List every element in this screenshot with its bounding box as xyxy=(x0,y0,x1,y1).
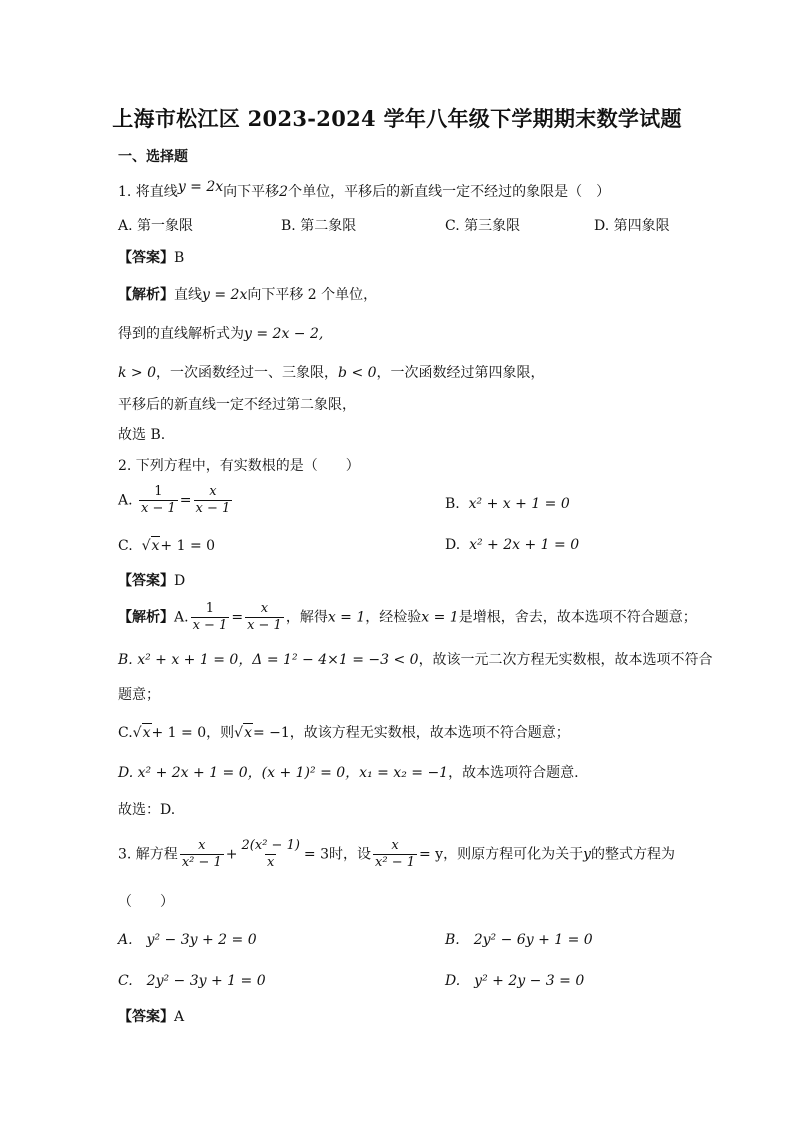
analysis-equation: x = 1 xyxy=(327,609,366,626)
answer-tag: 【答案】 xyxy=(118,573,174,589)
q1-analysis-text: 直线 xyxy=(174,287,202,303)
q2-analysis-line-b-cont: 题意； xyxy=(118,687,160,703)
question-3-stem xyxy=(118,838,675,871)
q1-analysis-text: 得到的直线解析式为 xyxy=(118,326,244,342)
denominator: x − 1 xyxy=(195,501,231,516)
radicand: x xyxy=(244,725,252,741)
page-title: 上海市松江区 2023-2024 学年八年级下学期期末数学试题 xyxy=(112,106,682,131)
denominator: x xyxy=(267,855,275,870)
answer-tag: 【答案】 xyxy=(118,1009,174,1025)
denominator: x − 1 xyxy=(192,618,228,633)
analysis-tag: 【解析】 xyxy=(118,609,174,626)
q1-analysis-line-1 xyxy=(118,286,377,304)
q1-option-c: C. 第三象限 xyxy=(445,218,521,234)
radicand: x xyxy=(142,725,151,741)
q1-stem-equation: y = 2x xyxy=(177,179,224,195)
q1-analysis-line-3 xyxy=(118,364,545,382)
equals-sign: = xyxy=(231,609,244,626)
denominator: x² − 1 xyxy=(375,855,415,870)
q3-stem-text: = y，则原方程可化为关于 xyxy=(419,846,584,863)
denominator: x − 1 xyxy=(141,501,176,516)
q3-paren: （ ） xyxy=(118,894,174,910)
analysis-text: ，经检验 xyxy=(365,609,422,626)
q1-option-d: D. 第四象限 xyxy=(594,218,670,234)
q1-analysis-equation: y = 2x xyxy=(202,287,248,303)
sqrt-symbol: √ xyxy=(141,538,151,554)
numerator: x xyxy=(260,601,269,616)
option-expression: x² + x + 1 = 0 xyxy=(468,496,570,512)
q3-stem-text: 3. 解方程 xyxy=(118,846,178,863)
q2-answer xyxy=(118,572,185,590)
q2-conclusion: 故选：D. xyxy=(118,802,176,818)
q2-analysis-line-d xyxy=(118,764,579,782)
option-label: B. xyxy=(445,496,460,512)
q1-analysis-condition: k > 0 xyxy=(118,365,157,381)
answer-value: D xyxy=(174,573,186,589)
q1-stem-part-b: 向下平移 xyxy=(223,184,280,200)
q3-variable: y xyxy=(583,846,592,863)
q2-analysis-line-b xyxy=(118,651,713,669)
analysis-tag: 【解析】 xyxy=(118,287,174,303)
answer-value: B xyxy=(174,250,185,266)
analysis-equation: B. x² + x + 1 = 0 xyxy=(118,652,239,668)
q1-analysis-line-2 xyxy=(118,325,323,343)
q1-analysis-line-4: 平移后的新直线一定不经过第二象限， xyxy=(118,397,356,413)
fraction xyxy=(373,838,417,871)
sqrt-symbol: √ xyxy=(132,725,142,741)
equals-sign: = xyxy=(179,492,192,509)
radicand: x xyxy=(151,538,160,554)
analysis-text: + 1 = 0，则 xyxy=(151,725,235,741)
q3-answer xyxy=(118,1008,184,1026)
q3-stem-text: 的整式方程为 xyxy=(591,846,676,863)
q3-option-c: C. 2y² − 3y + 1 = 0 xyxy=(118,973,266,989)
analysis-equation: D. x² + 2x + 1 = 0 xyxy=(118,765,248,781)
question-2-stem: 2. 下列方程中，有实数根的是（ ） xyxy=(118,458,360,474)
analysis-discriminant: ，Δ = 1² − 4×1 = −3 < 0 xyxy=(238,652,419,668)
answer-tag: 【答案】 xyxy=(118,250,174,266)
q1-analysis-text: ，一次函数经过一、三象限， xyxy=(156,365,339,381)
option-label: C. xyxy=(118,725,133,741)
section-heading: 一、选择题 xyxy=(118,149,188,165)
option-label: C. xyxy=(118,538,133,554)
analysis-equation: ，(x + 1)² = 0 xyxy=(247,765,346,781)
q1-analysis-condition: b < 0 xyxy=(338,365,377,381)
denominator: x − 1 xyxy=(247,618,282,633)
q1-stem-part-c: 个单位，平移后的新直线一定不经过的象限是（ ） xyxy=(288,184,611,200)
q3-option-a: A. y² − 3y + 2 = 0 xyxy=(118,932,257,948)
answer-value: A xyxy=(174,1009,185,1025)
q2-option-b xyxy=(445,495,570,513)
option-expression: + 1 = 0 xyxy=(160,538,216,554)
q1-analysis-text: 向下平移 2 个单位， xyxy=(247,287,378,303)
sqrt-symbol: √ xyxy=(234,725,244,741)
numerator: x xyxy=(209,484,217,499)
option-label: D. xyxy=(445,537,461,553)
q1-option-b: B. 第二象限 xyxy=(281,218,357,234)
numerator: 2(x² − 1) xyxy=(241,838,300,853)
fraction xyxy=(191,601,230,634)
analysis-text: ，故该一元二次方程无实数根，故本选项不符合 xyxy=(418,652,713,668)
plus-sign: + xyxy=(225,846,238,863)
denominator: x² − 1 xyxy=(181,855,222,870)
question-1-stem xyxy=(118,179,611,201)
option-label: A. xyxy=(174,609,189,626)
analysis-text: 是增根，舍去，故本选项不符合题意； xyxy=(458,609,697,626)
numerator: 1 xyxy=(205,601,215,616)
fraction xyxy=(139,484,178,517)
q2-option-a xyxy=(118,484,234,517)
numerator: x xyxy=(198,838,206,853)
fraction xyxy=(180,838,224,871)
q2-option-d xyxy=(445,536,579,554)
q1-analysis-text: ，一次函数经过第四象限， xyxy=(376,365,545,381)
numerator: x xyxy=(391,838,399,853)
q2-analysis-line-c xyxy=(118,723,570,742)
q2-analysis-line-a xyxy=(118,601,697,634)
option-label: A. xyxy=(118,492,133,509)
q1-answer xyxy=(118,249,184,267)
analysis-text: = −1，故该方程无实数根，故本选项不符合题意； xyxy=(252,725,570,741)
analysis-text: ，解得 xyxy=(285,609,328,626)
q3-stem-text: = 3时，设 xyxy=(303,846,372,863)
q2-option-c xyxy=(118,536,215,555)
analysis-roots: ，x₁ = x₂ = −1 xyxy=(345,765,449,781)
q1-stem-number: 2 xyxy=(279,184,289,200)
q3-option-b: B. 2y² − 6y + 1 = 0 xyxy=(445,932,593,948)
q1-analysis-equation: y = 2x − 2, xyxy=(244,326,324,342)
option-expression: x² + 2x + 1 = 0 xyxy=(469,537,580,553)
analysis-equation: x = 1 xyxy=(421,609,459,626)
q1-option-a: A. 第一象限 xyxy=(118,218,194,234)
numerator: 1 xyxy=(154,484,163,499)
fraction xyxy=(245,601,284,634)
fraction xyxy=(194,484,233,517)
q1-analysis-line-5: 故选 B. xyxy=(118,427,166,443)
q1-stem-part-a: 1. 将直线 xyxy=(118,184,178,200)
fraction xyxy=(240,838,302,871)
analysis-text: ，故本选项符合题意. xyxy=(448,765,579,781)
q3-option-d: D. y² + 2y − 3 = 0 xyxy=(445,973,585,989)
